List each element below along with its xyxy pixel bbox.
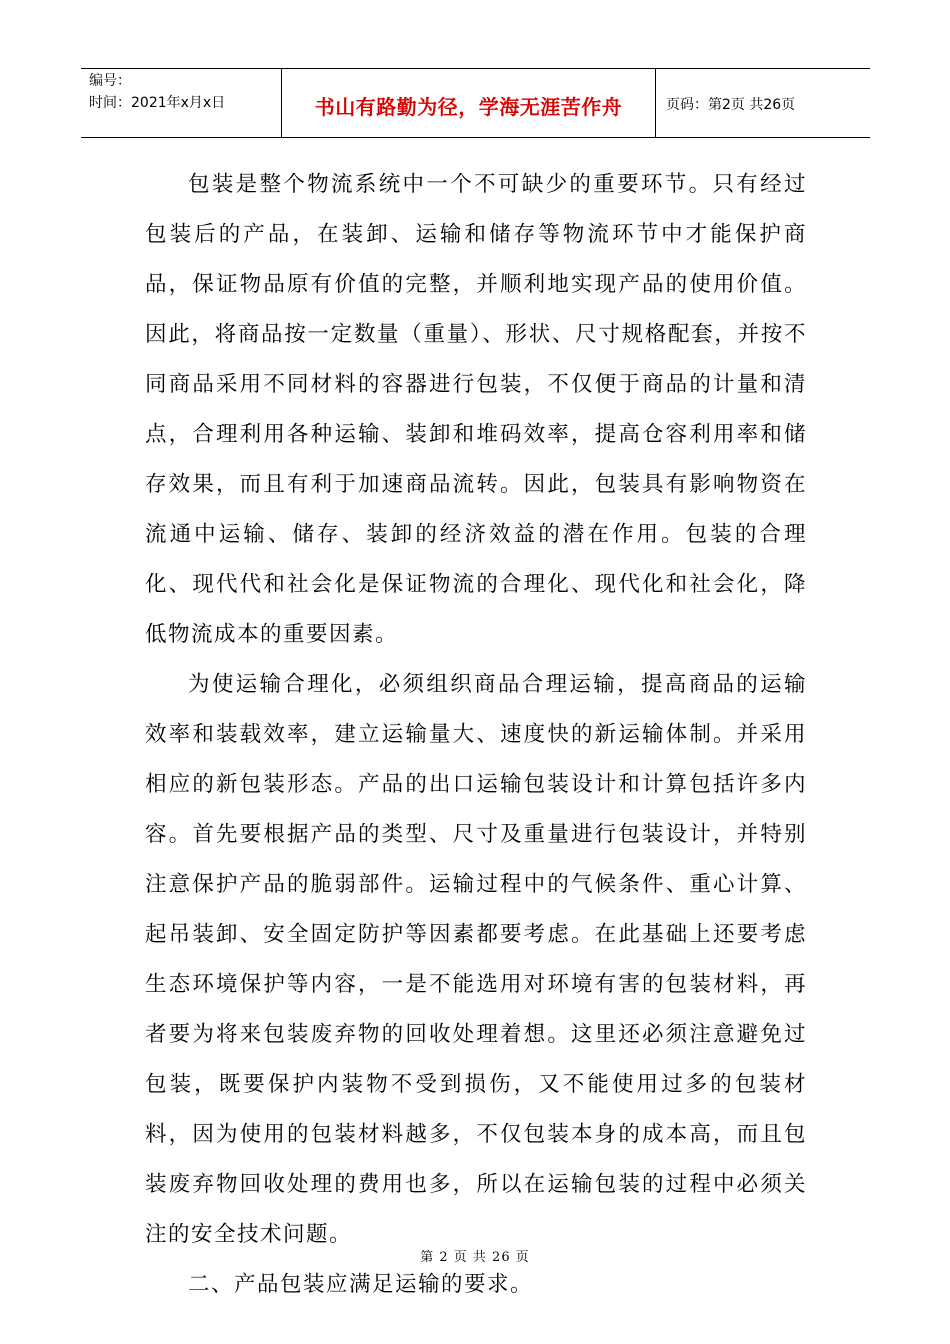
paragraph-transport: 为使运输合理化，必须组织商品合理运输，提高商品的运输效率和装载效率，建立运输量大、速度快的新运输体制。并采用相应的新包装形态。产品的出口运输包装设计和计算包括许多内容。首先要根据产品的类型、尺寸及重量进行包装设计，并特别注意保护产品的脆弱部件。运输过程中的气候条件、重心计算、起吊装卸、安全固定防护等因素都要考虑。在此基础上还要考虑生态环境保护等内容，一是不能选用对环境有害的包装材料，再者要为将来包装废弃物的回收处理着想。这里还必须注意避免过包装，既要保护内装物不受到损伤，又不能使用过多的包装材料，因为使用的包装材料越多，不仅包装本身的成本高，而且包装废弃物回收处理的费用也多，所以在运输包装的过程中必须关注的安全技术问题。 (145, 672, 807, 1247)
paragraph-packaging: 包装是整个物流系统中一个不可缺少的重要环节。只有经过包装后的产品，在装卸、运输和储存等物流环节中才能保护商品，保证物品原有价值的完整，并顺利地实现产品的使用价值。因此，将商品按一定数量（重量）、形状、尺寸规格配套，并按不同商品采用不同材料的容器进行包装，不仅便于商品的计量和清点，合理利用各种运输、装卸和堆码效率，提高仓容利用率和储存效果，而且有利于加速商品流转。因此，包装具有影响物资在流通中运输、储存、装卸的经济效益的潜在作用。包装的合理化、现代代和社会化是保证物流的合理化、现代化和社会化，降低物流成本的重要因素。 (145, 172, 807, 647)
number-label: 编号： (89, 73, 131, 89)
header-meta-cell (81, 69, 282, 137)
section-heading: 二、产品包装应满足运输的要求。 (188, 1272, 534, 1297)
time-label: 时间：2021年x月x日 (89, 95, 226, 111)
page-info: 页码：第2页 共26页 (666, 97, 796, 113)
header-page-cell (656, 69, 870, 137)
motto-text: 书山有路勤为径，学海无涯苦作舟 (314, 94, 623, 119)
document-body (145, 160, 807, 1310)
header-table (81, 68, 870, 138)
page-footer: 第 2 页 共 26 页 (420, 1250, 530, 1265)
header-motto-cell (282, 69, 656, 137)
